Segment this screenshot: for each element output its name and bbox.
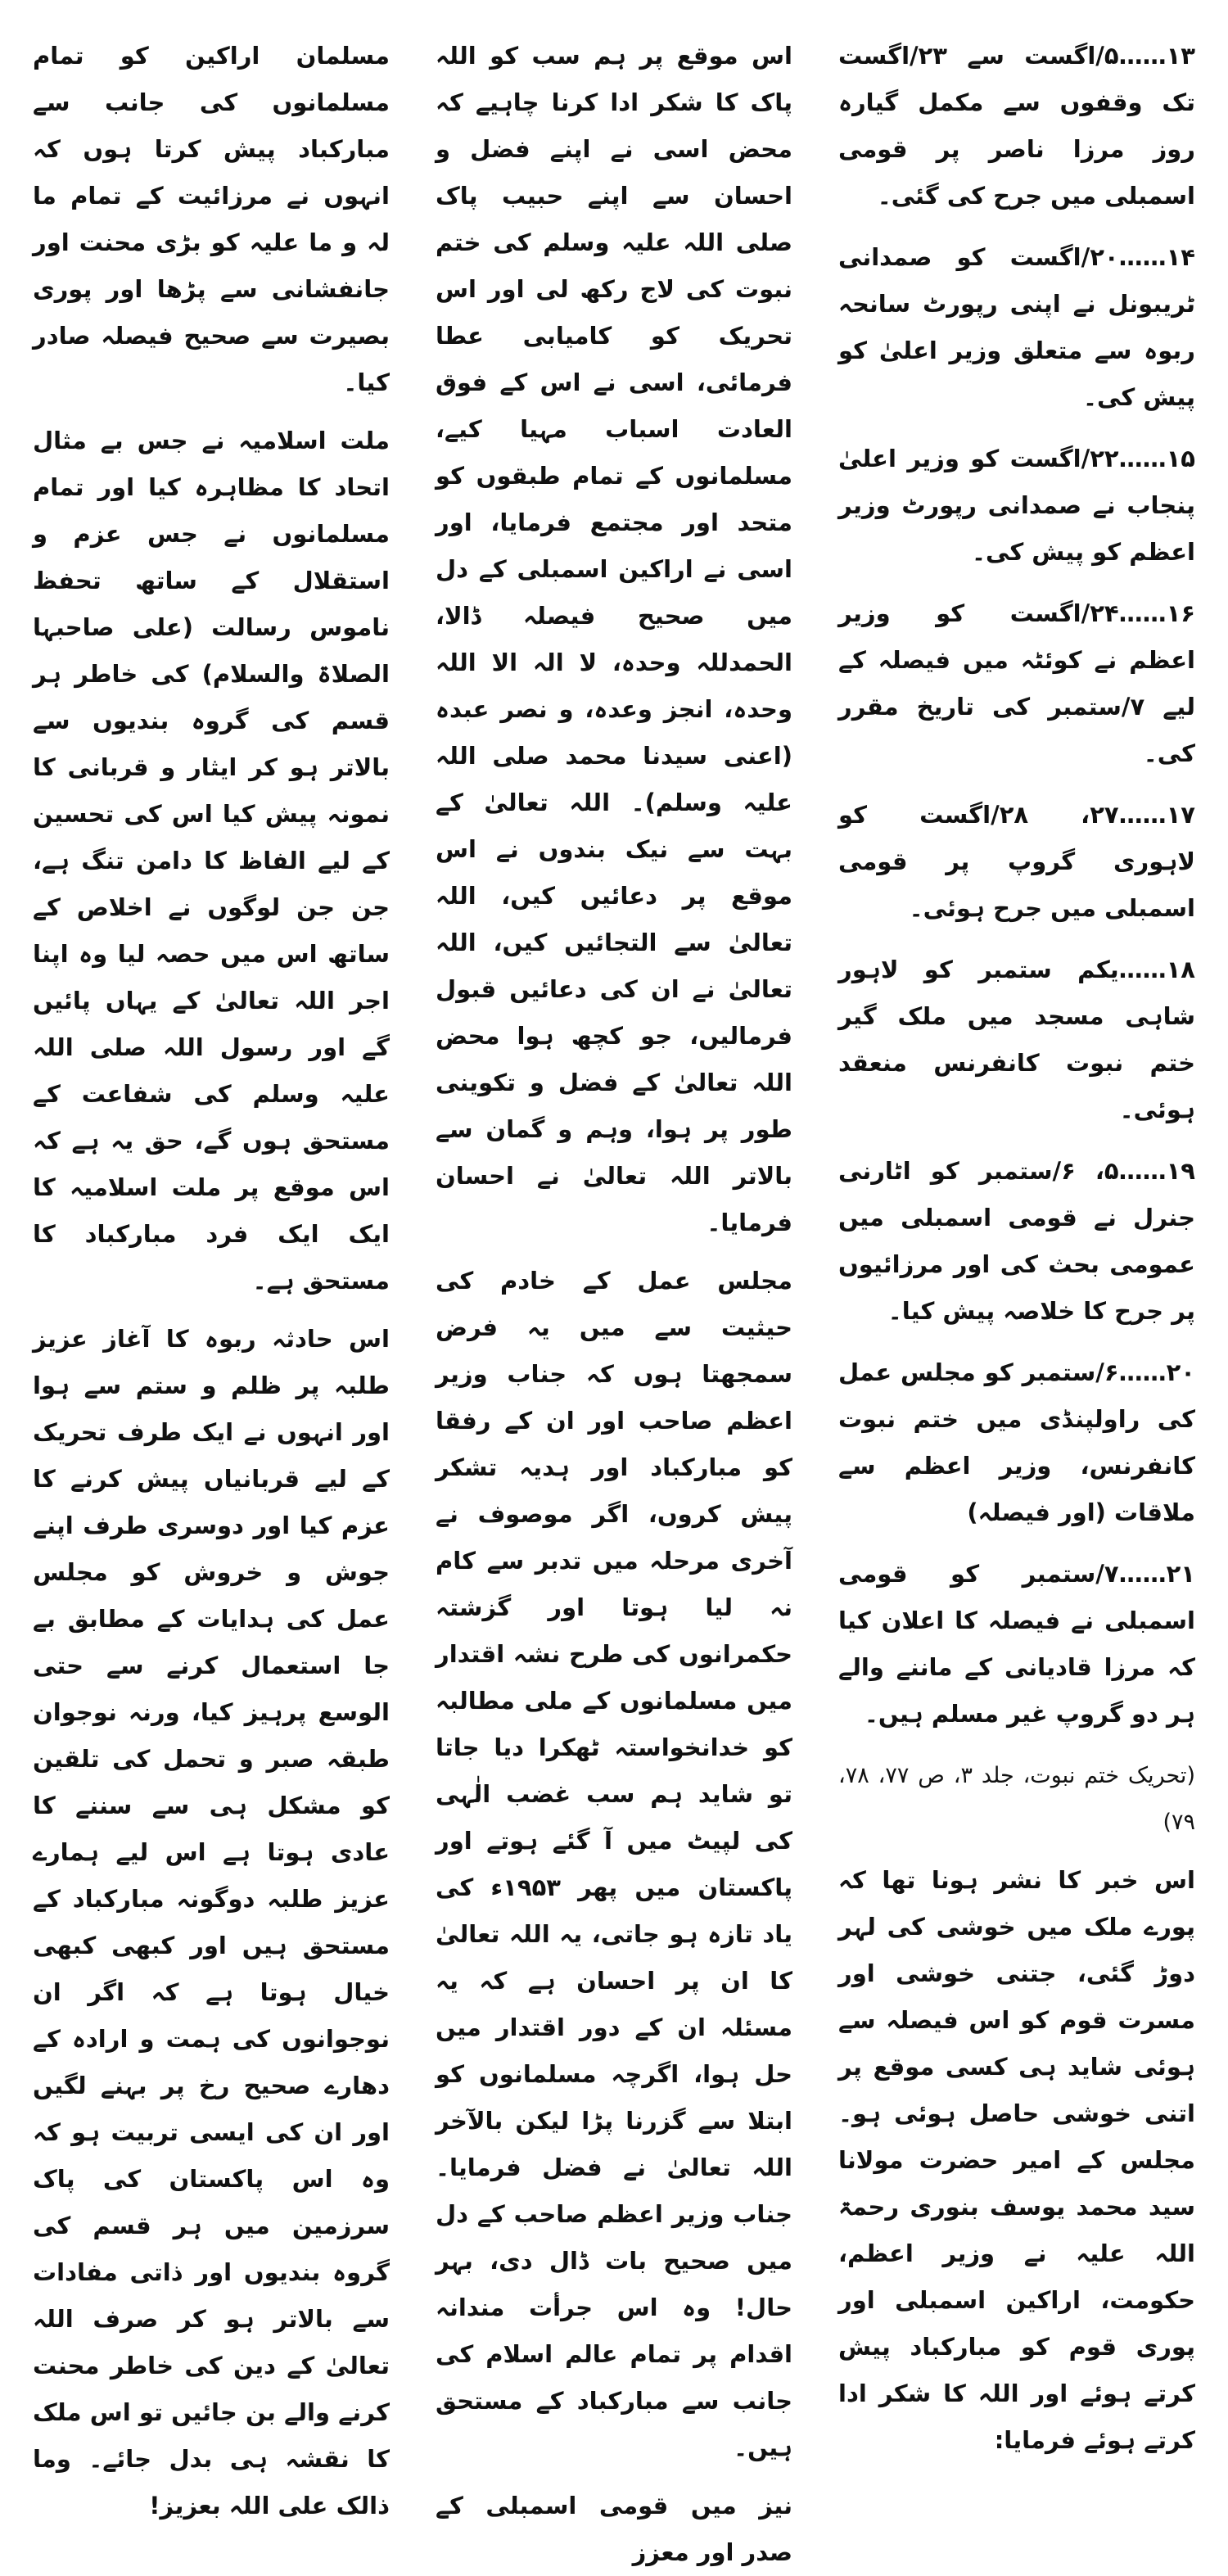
list-item-19: ۱۹……۵، ۶/ستمبر کو اٹارنی جنرل نے قومی اسمبلی میں عمومی بحث کی اور مرزائیوں پر جرح کا خلاصہ پیش کیا۔ [838,1157,1195,1325]
column-middle [436,33,792,2566]
list-item-20: ۲۰……۶/ستمبر کو مجلس عمل کی راولپنڈی میں ختم نبوت کانفرنس، وزیر اعظم سے ملاقات (اور فیصلہ) [838,1358,1195,1526]
paragraph-majlis-amal: مجلس عمل کے خادم کی حیثیت سے میں یہ فرض سمجھتا ہوں کہ جناب وزیر اعظم صاحب اور ان کے رفقا کو مبارکباد اور ہدیہ تشکر پیش کروں، اگر موصوف نے آخری مرحلہ میں تدبر سے کام نہ لیا ہوتا اور گزشتہ حکمرانوں کی طرح نشہ اقتدار میں مسلمانوں کے ملی مطالبہ کو خدانخواستہ ٹھکرا دیا جاتا تو شاید ہم سب غضب الٰہی کی لپیٹ میں آ گئے ہوتے اور پاکستان میں پھر ۱۹۵۳ء کی یاد تازہ ہو جاتی، یہ اللہ تعالیٰ کا ان پر احسان ہے کہ یہ مسئلہ ان کے دور اقتدار میں حل ہوا، اگرچہ مسلمانوں کو ابتلا سے گزرنا پڑا لیکن بالآخر اللہ تعالیٰ نے فضل فرمایا۔ جناب وزیر اعظم صاحب کے دل میں صحیح بات ڈال دی، بہر حال! وہ اس جرأت مندانہ اقدام پر تمام عالم اسلام کی جانب سے مبارکباد کے مستحق ہیں۔ [436,1267,792,2461]
paragraph-news-broadcast: اس خبر کا نشر ہونا تھا کہ پورے ملک میں خوشی کی لہر دوڑ گئی، جتنی خوشی اور مسرت قوم کو اس فیصلہ سے ہوئی شاید ہی کسی موقع پر اتنی خوشی حاصل ہوئی ہو۔ مجلس کے امیر حضرت مولانا سید محمد یوسف بنوری رحمۃ اللہ علیہ نے وزیر اعظم، حکومت، اراکین اسمبلی اور پوری قوم کو مبارکباد پیش کرتے ہوئے اور اللہ کا شکر ادا کرتے ہوئے فرمایا: [838,1866,1195,2454]
paragraph-assembly-speaker: نیز میں قومی اسمبلی کے صدر اور معزز [436,2492,792,2566]
list-item-13: ۱۳……۵/اگست سے ۲۳/اگست تک وقفوں سے مکمل گیارہ روز مرزا ناصر پر قومی اسمبلی میں جرح کی گئی۔ [838,42,1195,210]
paragraph-students: اس حادثہ ربوہ کا آغاز عزیز طلبہ پر ظلم و ستم سے ہوا اور انہوں نے ایک طرف تحریک کے لیے قربانیاں پیش کرنے کا عزم کیا اور دوسری طرف اپنے جوش و خروش کو مجلس عمل کی ہدایات کے مطابق بے جا استعمال کرنے سے حتی الوسع پرہیز کیا، ورنہ نوجوان طبقہ صبر و تحمل کی تلقین کو مشکل ہی سے سننے کا عادی ہوتا ہے اس لیے ہمارے عزیز طلبہ دوگونہ مبارکباد کے مستحق ہیں اور کبھی کبھی خیال ہوتا ہے کہ اگر ان نوجوانوں کی ہمت و ارادہ کے دھارے صحیح رخ پر بہنے لگیں اور ان کی ایسی تربیت ہو کہ وہ اس پاکستان کی پاک سرزمین میں ہر قسم کی گروہ بندیوں اور ذاتی مفادات سے بالاتر ہو کر صرف اللہ تعالیٰ کے دین کی خاطر محنت کرنے والے بن جائیں تو اس ملک کا نقشہ ہی بدل جائے۔ وما ذالک علی اللہ بعزیز! [33,1325,390,2520]
list-item-15: ۱۵……۲۲/اگست کو وزیر اعلیٰ پنجاب نے صمدانی رپورٹ وزیر اعظم کو پیش کی۔ [838,445,1195,566]
list-item-18: ۱۸……یکم ستمبر کو لاہور شاہی مسجد میں ملک گیر ختم نبوت کانفرنس منعقد ہوئی۔ [838,956,1195,1123]
list-item-21: ۲۱……۷/ستمبر کو قومی اسمبلی نے فیصلہ کا اعلان کیا کہ مرزا قادیانی کے ماننے والے ہر دو گروپ غیر مسلم ہیں۔ [838,1560,1195,1728]
column-left [33,33,390,2520]
paragraph-gratitude: اس موقع پر ہم سب کو اللہ پاک کا شکر ادا کرنا چاہیے کہ محض اسی نے اپنے فضل و احسان سے اپنے حبیب پاک صلی اللہ علیہ وسلم کی ختم نبوت کی لاج رکھ لی اور اس تحریک کو کامیابی عطا فرمائی، اسی نے اس کے فوق العادت اسباب مہیا کیے، مسلمانوں کے تمام طبقوں کو متحد اور مجتمع فرمایا، اور اسی نے اراکین اسمبلی کے دل میں صحیح فیصلہ ڈالا، الحمدللہ وحدہ، لا الہ الا اللہ وحدہ، انجز وعدہ، و نصر عبدہ (اعنی سیدنا محمد صلی اللہ علیہ وسلم)۔ اللہ تعالیٰ کے بہت سے نیک بندوں نے اس موقع پر دعائیں کیں، اللہ تعالیٰ سے التجائیں کیں، اللہ تعالیٰ نے ان کی دعائیں قبول فرمالیں، جو کچھ ہوا محض اللہ تعالیٰ کے فضل و تکوینی طور پر ہوا، وہم و گمان سے بالاتر اللہ تعالیٰ نے احسان فرمایا۔ [436,42,792,1236]
list-item-14: ۱۴……۲۰/اگست کو صمدانی ٹریبونل نے اپنی رپورٹ سانحہ ربوہ سے متعلق وزیر اعلیٰ کو پیش کی۔ [838,243,1195,411]
list-item-17: ۱۷……۲۷، ۲۸/اگست کو لاہوری گروپ پر قومی اسمبلی میں جرح ہوئی۔ [838,801,1195,922]
paragraph-millat-unity: ملت اسلامیہ نے جس بے مثال اتحاد کا مظاہرہ کیا اور تمام مسلمانوں نے جس عزم و استقلال کے ساتھ تحفظ ناموس رسالت (علی صاحبہا الصلاۃ والسلام) کی خاطر ہر قسم کی گروہ بندیوں سے بالاتر ہو کر ایثار و قربانی کا نمونہ پیش کیا اس کی تحسین کے لیے الفاظ کا دامن تنگ ہے، جن جن لوگوں نے اخلاص کے ساتھ اس میں حصہ لیا وہ اپنا اجر اللہ تعالیٰ کے یہاں پائیں گے اور رسول اللہ صلی اللہ علیہ وسلم کی شفاعت کے مستحق ہوں گے، حق یہ ہے کہ اس موقع پر ملت اسلامیہ کا ایک ایک فرد مبارکباد کا مستحق ہے۔ [33,427,390,1295]
reference-citation: (تحریک ختم نبوت، جلد ۳، ص ۷۷، ۷۸، ۷۹) [838,1763,1195,1835]
paragraph-members-congratulations: مسلمان اراکین کو تمام مسلمانوں کی جانب سے مبارکباد پیش کرتا ہوں کہ انہوں نے مرزائیت کے تمام ما لہ و ما علیہ کو بڑی محنت اور جانفشانی سے پڑھا اور پوری بصیرت سے صحیح فیصلہ صادر کیا۔ [33,42,390,396]
list-item-16: ۱۶……۲۴/اگست کو وزیر اعظم نے کوئٹہ میں فیصلہ کے لیے ۷/ستمبر کی تاریخ مقرر کی۔ [838,599,1195,767]
column-right [838,33,1195,2454]
